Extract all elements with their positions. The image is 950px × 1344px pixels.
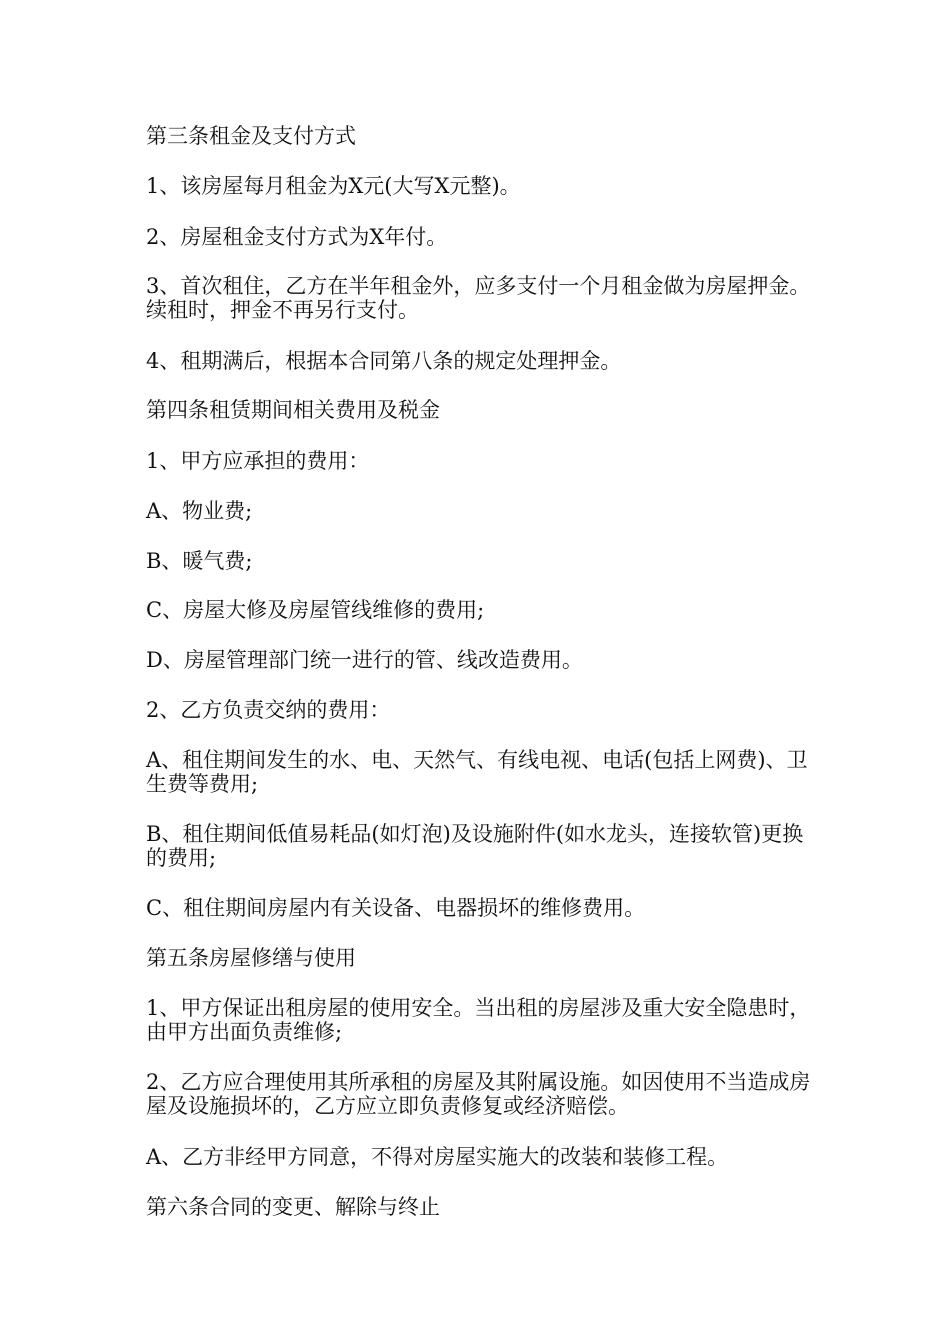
clause-4-1-c: C、房屋大修及房屋管线维修的费用; <box>146 598 485 622</box>
clause-3-1: 1、该房屋每月租金为X元(大写X元整)。 <box>146 174 521 198</box>
clause-4-2-c: C、租住期间房屋内有关设备、电器损坏的维修费用。 <box>146 896 646 920</box>
clause-4-1: 1、甲方应承担的费用： <box>146 449 370 473</box>
clause-4-1-d: D、房屋管理部门统一进行的管、线改造费用。 <box>146 648 583 672</box>
section-heading-5: 第五条房屋修缮与使用 <box>146 946 356 970</box>
section-heading-3: 第三条租金及支付方式 <box>146 124 356 148</box>
clause-3-2: 2、房屋租金支付方式为X年付。 <box>146 225 448 249</box>
clause-4-2-a: A、租住期间发生的水、电、天然气、有线电视、电话(包括上网费)、卫生费等费用; <box>146 748 808 796</box>
clause-5-1: 1、甲方保证出租房屋的使用安全。当出租的房屋涉及重大安全隐患时，由甲方出面负责维修; <box>146 996 811 1044</box>
section-heading-4: 第四条租赁期间相关费用及税金 <box>146 398 440 422</box>
clause-4-2: 2、乙方负责交纳的费用： <box>146 698 391 722</box>
clause-3-3: 3、首次租住，乙方在半年租金外，应多支付一个月租金做为房屋押金。续租时，押金不再另行支付。 <box>146 274 811 322</box>
clause-5-2: 2、乙方应合理使用其所承租的房屋及其附属设施。如因使用不当造成房屋及设施损坏的，乙方应立即负责修复或经济赔偿。 <box>146 1070 811 1118</box>
clause-3-4: 4、租期满后，根据本合同第八条的规定处理押金。 <box>146 349 622 373</box>
clause-4-2-b: B、租住期间低值易耗品(如灯泡)及设施附件(如水龙头，连接软管)更换的费用; <box>146 822 804 870</box>
section-heading-6: 第六条合同的变更、解除与终止 <box>146 1195 440 1219</box>
clause-4-1-a: A、物业费; <box>146 499 253 523</box>
clause-5-2-a: A、乙方非经甲方同意，不得对房屋实施大的改装和装修工程。 <box>146 1145 729 1169</box>
clause-4-1-b: B、暖气费; <box>146 549 253 573</box>
